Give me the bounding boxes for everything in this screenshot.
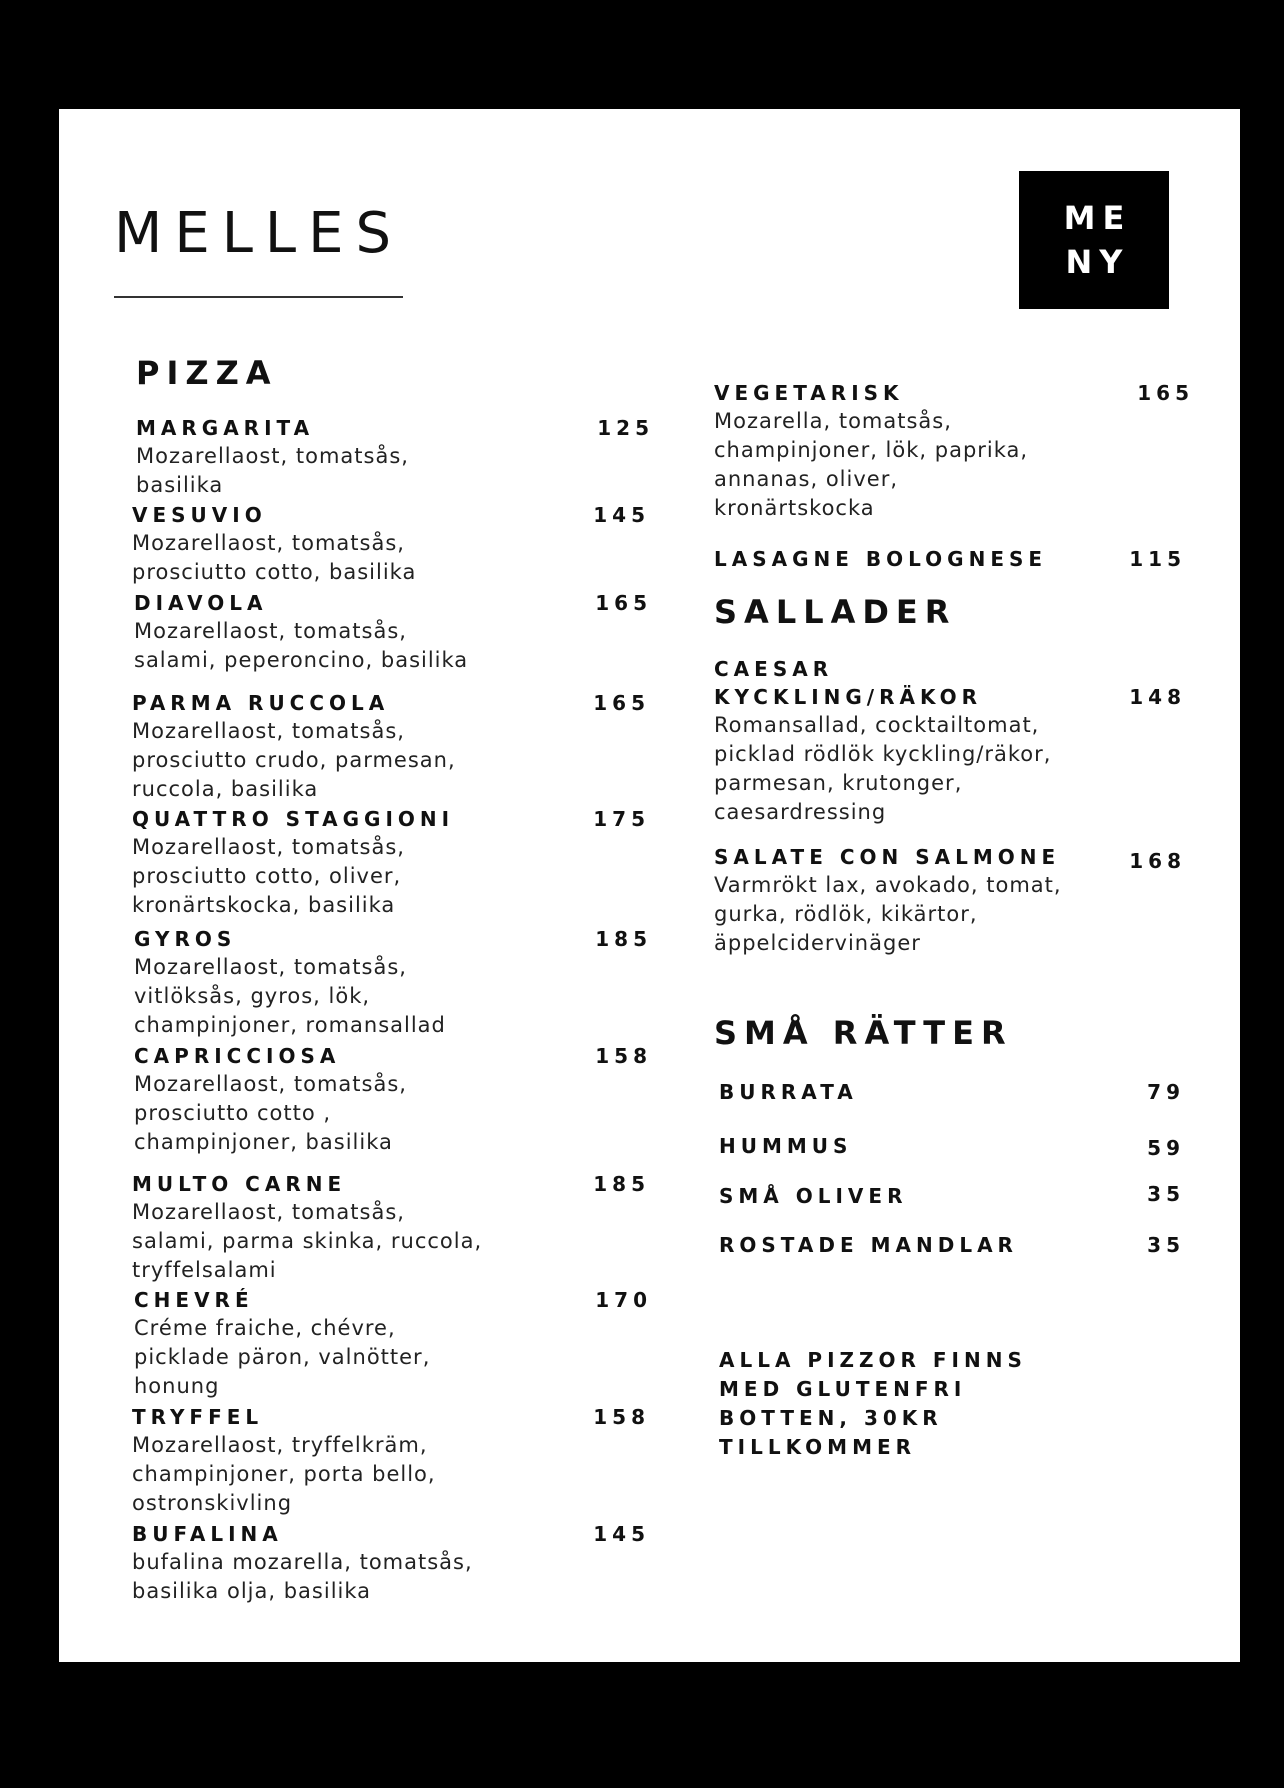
item-desc-line: Varmrökt lax, avokado, tomat, bbox=[714, 873, 1062, 897]
item-desc-line: Mozarellaost, tomatsås, bbox=[132, 835, 405, 859]
item-desc-line: champinjoner, porta bello, bbox=[132, 1462, 436, 1486]
item-price: 125 bbox=[597, 416, 654, 440]
menu-item bbox=[714, 655, 1186, 827]
item-desc-line: Mozarellaost, tomatsås, bbox=[132, 1200, 405, 1224]
item-desc-line: caesardressing bbox=[714, 800, 887, 824]
item-price: 168 bbox=[1129, 849, 1186, 873]
item-desc-line: ostronskivling bbox=[132, 1491, 293, 1515]
item-desc-line: parmesan, krutonger, bbox=[714, 771, 963, 795]
item-desc-line: basilika olja, basilika bbox=[132, 1579, 372, 1603]
item-name: BUFALINA bbox=[132, 1522, 283, 1546]
item-desc-line: prosciutto crudo, parmesan, bbox=[132, 748, 456, 772]
section-title-sma-ratter: SMÅ RÄTTER bbox=[714, 1014, 1013, 1052]
menu-item bbox=[134, 1286, 652, 1401]
item-price: 165 bbox=[593, 691, 650, 715]
item-desc-line: Mozarellaost, tomatsås, bbox=[134, 955, 407, 979]
menu-item bbox=[132, 1170, 650, 1285]
badge-line-1: ME bbox=[1063, 199, 1132, 237]
menu-item bbox=[132, 689, 650, 804]
menu-item bbox=[719, 1078, 1185, 1106]
item-desc-line: Mozarellaost, tomatsås, bbox=[132, 531, 405, 555]
item-name: MARGARITA bbox=[136, 416, 315, 440]
item-price: 145 bbox=[593, 1522, 650, 1546]
item-price: 165 bbox=[595, 591, 652, 615]
item-name: ROSTADE MANDLAR bbox=[719, 1233, 1018, 1257]
item-name: LASAGNE BOLOGNESE bbox=[714, 547, 1048, 571]
item-desc-line: Romansallad, cocktailtomat, bbox=[714, 713, 1040, 737]
item-desc-line: Mozarellaost, tomatsås, bbox=[136, 444, 409, 468]
item-desc-line: kronärtskocka bbox=[714, 496, 875, 520]
item-desc-line: salami, peperoncino, basilika bbox=[134, 648, 469, 672]
restaurant-name: MELLES bbox=[114, 201, 404, 266]
item-desc-line: bufalina mozarella, tomatsås, bbox=[132, 1550, 473, 1574]
menu-item bbox=[136, 414, 654, 500]
item-desc-line: Mozarellaost, tryffelkräm, bbox=[132, 1433, 428, 1457]
note-line: MED GLUTENFRI bbox=[719, 1377, 967, 1401]
item-name: SMÅ OLIVER bbox=[719, 1184, 908, 1208]
item-desc-line: tryffelsalami bbox=[132, 1258, 277, 1282]
item-price: 35 bbox=[1147, 1233, 1185, 1257]
section-title-pizza: PIZZA bbox=[136, 354, 278, 392]
item-name: KYCKLING/RÄKOR bbox=[714, 685, 982, 709]
item-desc-line: Mozarellaost, tomatsås, bbox=[134, 1072, 407, 1096]
menu-item bbox=[134, 925, 652, 1040]
item-price: 158 bbox=[593, 1405, 650, 1429]
item-desc-line: Mozarella, tomatsås, bbox=[714, 409, 952, 433]
gluten-free-note bbox=[719, 1346, 1027, 1462]
item-desc-line: kronärtskocka, basilika bbox=[132, 893, 396, 917]
item-name: PARMA RUCCOLA bbox=[132, 691, 390, 715]
item-price: 79 bbox=[1147, 1080, 1185, 1104]
menu-item bbox=[714, 843, 1186, 958]
item-desc-line: Mozarellaost, tomatsås, bbox=[132, 719, 405, 743]
title-divider bbox=[114, 296, 403, 298]
menu-item bbox=[719, 1182, 1185, 1210]
item-price: 148 bbox=[1129, 685, 1186, 709]
menu-item bbox=[132, 1520, 650, 1606]
item-name: BURRATA bbox=[719, 1080, 858, 1104]
menu-item bbox=[132, 1403, 650, 1518]
item-name: CAESAR bbox=[714, 657, 834, 681]
item-name: CAPRICCIOSA bbox=[134, 1044, 341, 1068]
item-desc-line: äppelcidervinäger bbox=[714, 931, 921, 955]
item-name: GYROS bbox=[134, 927, 237, 951]
item-name: SALATE CON SALMONE bbox=[714, 845, 1061, 869]
item-name: MULTO CARNE bbox=[132, 1172, 347, 1196]
section-title-sallader: SALLADER bbox=[714, 593, 957, 631]
item-desc-line: Mozarellaost, tomatsås, bbox=[134, 619, 407, 643]
right-column bbox=[714, 379, 1204, 1259]
item-name: DIAVOLA bbox=[134, 591, 268, 615]
item-name: CHEVRÉ bbox=[134, 1288, 254, 1312]
item-desc-line: ruccola, basilika bbox=[132, 777, 319, 801]
item-price: 115 bbox=[1129, 547, 1186, 571]
menu-item bbox=[134, 589, 652, 675]
item-price: 165 bbox=[1137, 381, 1194, 405]
item-name: TRYFFEL bbox=[132, 1405, 264, 1429]
item-price: 59 bbox=[1147, 1136, 1185, 1160]
note-line: TILLKOMMER bbox=[719, 1435, 917, 1459]
menu-badge bbox=[1019, 171, 1169, 309]
item-price: 185 bbox=[595, 927, 652, 951]
item-desc-line: prosciutto cotto, basilika bbox=[132, 560, 417, 584]
item-desc-line: gurka, rödlök, kikärtor, bbox=[714, 902, 978, 926]
item-price: 158 bbox=[595, 1044, 652, 1068]
menu-item bbox=[719, 1231, 1185, 1259]
item-desc-line: annanas, oliver, bbox=[714, 467, 898, 491]
item-name: VESUVIO bbox=[132, 503, 267, 527]
item-name: VEGETARISK bbox=[714, 381, 904, 405]
item-price: 175 bbox=[593, 807, 650, 831]
item-desc-line: champinjoner, basilika bbox=[134, 1130, 393, 1154]
item-desc-line: picklade päron, valnötter, bbox=[134, 1345, 431, 1369]
item-price: 185 bbox=[593, 1172, 650, 1196]
item-desc-line: champinjoner, romansallad bbox=[134, 1013, 446, 1037]
item-price: 170 bbox=[595, 1288, 652, 1312]
item-desc-line: prosciutto cotto , bbox=[134, 1101, 332, 1125]
item-desc-line: picklad rödlök kyckling/räkor, bbox=[714, 742, 1052, 766]
menu-item bbox=[134, 1042, 652, 1157]
item-desc-line: basilika bbox=[136, 473, 224, 497]
pizza-column bbox=[132, 354, 654, 1606]
menu-sheet bbox=[59, 109, 1240, 1662]
item-price: 35 bbox=[1147, 1182, 1185, 1206]
menu-item bbox=[714, 379, 1194, 523]
item-name: QUATTRO STAGGIONI bbox=[132, 807, 455, 831]
item-desc-line: honung bbox=[134, 1374, 220, 1398]
item-desc-line: Créme fraiche, chévre, bbox=[134, 1316, 396, 1340]
item-desc-line: champinjoner, lök, paprika, bbox=[714, 438, 1029, 462]
menu-item bbox=[714, 545, 1186, 573]
item-desc-line: prosciutto cotto, oliver, bbox=[132, 864, 402, 888]
menu-item bbox=[132, 805, 650, 920]
note-line: BOTTEN, 30KR bbox=[719, 1406, 943, 1430]
menu-item bbox=[719, 1132, 1185, 1160]
note-line: ALLA PIZZOR FINNS bbox=[719, 1348, 1027, 1372]
item-price: 145 bbox=[593, 503, 650, 527]
item-desc-line: salami, parma skinka, ruccola, bbox=[132, 1229, 483, 1253]
menu-item bbox=[132, 501, 650, 587]
item-name: HUMMUS bbox=[719, 1134, 853, 1158]
item-desc-line: vitlöksås, gyros, lök, bbox=[134, 984, 371, 1008]
badge-line-2: NY bbox=[1065, 243, 1130, 281]
